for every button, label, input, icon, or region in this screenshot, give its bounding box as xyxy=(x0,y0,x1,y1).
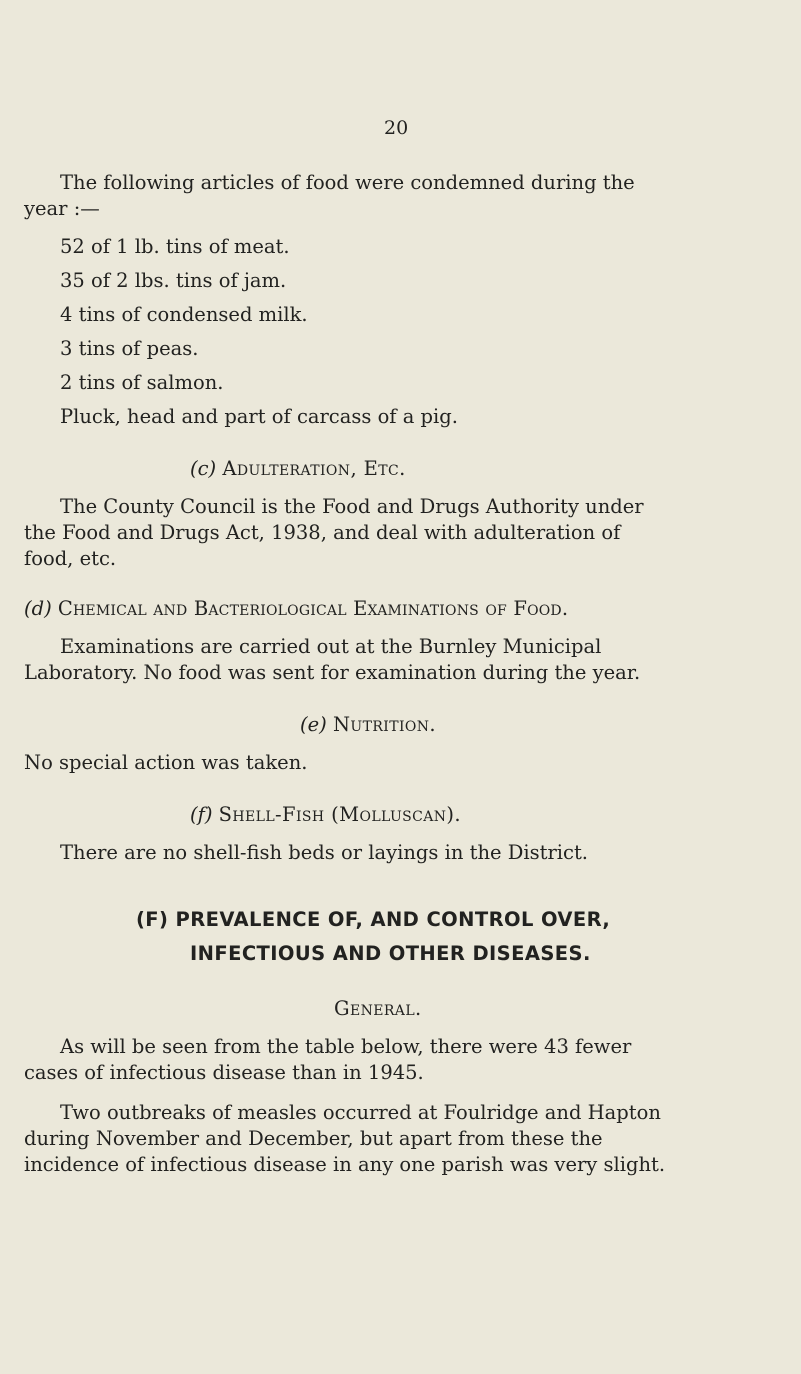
section-d-line-2: Laboratory. No food was sent for examination during the year. xyxy=(24,661,641,684)
section-f-marker: (f) xyxy=(190,803,213,826)
section-c-line-3: food, etc. xyxy=(24,547,117,570)
section-c-marker: (c) xyxy=(190,457,217,480)
list-item: 52 of 1 lb. tins of meat. xyxy=(60,235,290,258)
list-item: 3 tins of peas. xyxy=(60,337,199,360)
section-e-line-1: No special action was taken. xyxy=(24,751,308,774)
section-c-title: Adulteration, Etc. xyxy=(222,457,406,480)
section-e-title: Nutrition. xyxy=(332,713,437,736)
general-para1-line-2: cases of infectious disease than in 1945. xyxy=(24,1061,424,1084)
list-item: 35 of 2 lbs. tins of jam. xyxy=(60,269,287,292)
intro-line-1: The following articles of food were condemned during the xyxy=(60,171,635,194)
general-heading: General. xyxy=(334,997,422,1020)
general-para1-line-1: As will be seen from the table below, there were 43 fewer xyxy=(60,1035,632,1058)
section-d-marker: (d) xyxy=(24,597,52,620)
section-c-line-2: the Food and Drugs Act, 1938, and deal with adulteration of xyxy=(24,521,621,544)
page-number: 20 xyxy=(384,117,409,139)
section-e-heading xyxy=(300,712,436,737)
intro-line-2: year :— xyxy=(24,197,100,220)
section-c-line-1: The County Council is the Food and Drugs Authority under xyxy=(60,495,644,518)
section-d-heading xyxy=(24,596,568,621)
list-item: 4 tins of condensed milk. xyxy=(60,303,308,326)
section-f-line-1: There are no shell-fish beds or layings in the District. xyxy=(60,841,588,864)
major-heading-line-2: INFECTIOUS AND OTHER DISEASES. xyxy=(190,942,591,965)
general-para2-line-1: Two outbreaks of measles occurred at Foulridge and Hapton xyxy=(60,1101,661,1124)
section-d-line-1: Examinations are carried out at the Burnley Municipal xyxy=(60,635,602,658)
list-item: Pluck, head and part of carcass of a pig. xyxy=(60,405,458,428)
general-para2-line-3: incidence of infectious disease in any one parish was very slight. xyxy=(24,1153,666,1176)
section-c-heading xyxy=(190,456,406,481)
major-heading-line-1: (F) PREVALENCE OF, AND CONTROL OVER, xyxy=(136,908,611,931)
general-para2-line-2: during November and December, but apart from these the xyxy=(24,1127,603,1150)
list-item: 2 tins of salmon. xyxy=(60,371,224,394)
section-f-title: Shell-Fish (Molluscan). xyxy=(218,803,462,826)
section-e-marker: (e) xyxy=(300,713,327,736)
section-f-heading xyxy=(190,802,461,827)
section-d-title: Chemical and Bacteriological Examinations of Food. xyxy=(57,597,569,620)
